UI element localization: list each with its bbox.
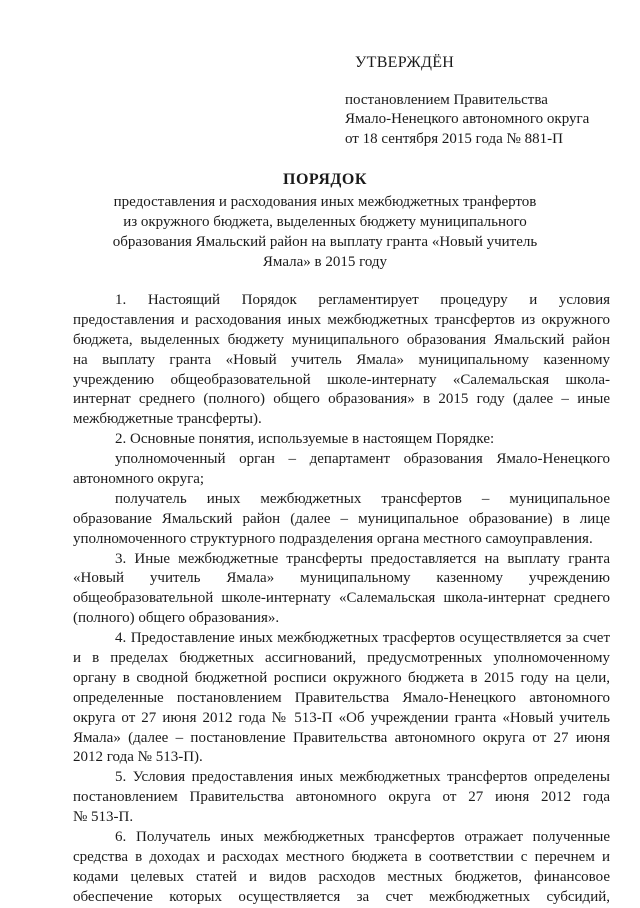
body-text-line: постановлением Правительства автономного округа от 27 июня 2012 года — [73, 789, 610, 806]
body-text-line: 5. Условия предоставления иных межбюджетных трансфертов определены — [115, 769, 610, 786]
body-text-line: Ямала» (далее – постановление Правительства автономного округа от 27 июня — [73, 729, 610, 746]
body-text-line: межбюджетные трансферты). — [73, 411, 262, 428]
body-text-line: общеобразовательной школе-интернату «Салемальская школа-интернат среднего — [73, 590, 610, 607]
body-text-line: 6. Получатель иных межбюджетных трансфертов отражает полученные — [115, 829, 610, 846]
body-text-line: кодами целевых статей и видов расходов местных бюджетов, финансовое — [73, 868, 610, 885]
title-line: Ямала» в 2015 году — [262, 254, 388, 270]
body-text-line: 3. Иные межбюджетные трансферты предоставляется на выплату гранта — [115, 550, 610, 567]
body-text-line: учреждению общеобразовательной школе-интернату «Салемальская школа- — [73, 371, 610, 388]
body-text-line: уполномоченного структурного подразделения органа местного самоуправления. — [73, 530, 593, 547]
body-text-line: и в пределах бюджетных ассигнований, предусмотренных уполномоченному — [73, 650, 610, 667]
body-text-line: 2. Основные понятия, используемые в настоящем Порядке: — [115, 431, 495, 448]
body-text-line: 1. Настоящий Порядок регламентирует процедуру и условия — [115, 292, 610, 308]
body-text-line: средства в доходах и расходах местного бюджета в соответствии с перечнем и — [73, 848, 610, 865]
body-text-line: на выплату гранта «Новый учитель Ямала» муниципальному казенному — [73, 351, 610, 368]
body-text-line: 4. Предоставление иных межбюджетных трасфертов осуществляется за счет — [115, 630, 610, 647]
body-text-line: № 513-П. — [73, 809, 134, 826]
body-text-line: округа от 27 июня 2012 года № 513-П «Об учреждении гранта «Новый учитель — [73, 709, 610, 726]
title-line: из окружного бюджета, выделенных бюджету муниципального — [123, 214, 527, 230]
body-text-line: «Новый учитель Ямала» муниципальному казенному учреждению — [73, 570, 610, 587]
approval-line: от 18 сентября 2015 года № 881-П — [345, 130, 563, 147]
body-text-line: автономного округа; — [73, 471, 205, 488]
approval-heading: УТВЕРЖДЁН — [355, 54, 455, 71]
document-title — [80, 170, 570, 272]
body-text-line: органу в сводной бюджетной росписи окружного бюджета в 2015 году на цели, — [73, 669, 610, 686]
body-text-line: обеспечение которых осуществляется за счет межбюджетных субсидий, — [73, 888, 610, 905]
body-text-line: получатель иных межбюджетных трансфертов – муниципальное — [115, 490, 610, 507]
body-text-line: определенные постановлением Правительства Ямало-Ненецкого автономного — [73, 689, 610, 706]
approval-line: Ямало-Ненецкого автономного округа — [345, 111, 590, 127]
body-text-line: бюджета, выделенных бюджету муниципального образования Ямальский район — [73, 331, 610, 348]
document-body — [73, 291, 610, 908]
body-text-line: интернат среднего (полного) общего образования» в 2015 году (далее – иные — [73, 391, 610, 408]
body-text-line: предоставления и расходования иных межбюджетных трансфертов из окружного — [73, 311, 610, 328]
title-line: образования Ямальский район на выплату гранта «Новый учитель — [112, 234, 538, 250]
title-line: предоставления и расходования иных межбюджетных транфертов — [113, 194, 537, 210]
body-text-line: уполномоченный орган – департамент образования Ямало-Ненецкого — [115, 451, 610, 468]
approval-stamp — [345, 53, 625, 149]
body-text-line: 2012 года № 513-П). — [73, 749, 203, 766]
title-main: ПОРЯДОК — [283, 171, 367, 188]
body-text-line: образование Ямальский район (далее – муниципальное образование) в лице — [73, 510, 610, 527]
body-text-line: (полного) общего образования». — [73, 610, 280, 627]
approval-line: постановлением Правительства — [345, 91, 548, 108]
